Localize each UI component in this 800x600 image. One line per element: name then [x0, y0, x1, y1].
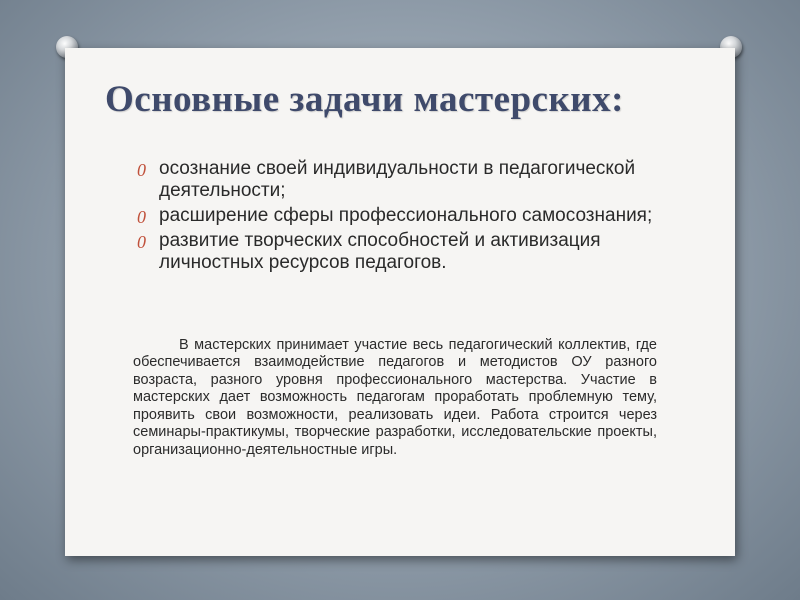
- bullet-marker-icon: 0: [137, 160, 146, 180]
- bullet-item: [137, 205, 697, 227]
- bullet-item: [137, 230, 697, 274]
- bullet-marker-icon: 0: [137, 232, 146, 252]
- bullet-list: [137, 158, 697, 277]
- bullet-text: осознание своей индивидуальности в педагогической деятельности;: [159, 158, 636, 201]
- bullet-item: [137, 158, 697, 202]
- bullet-marker-icon: 0: [137, 207, 146, 227]
- bullet-text: развитие творческих способностей и активизация личностных ресурсов педагогов.: [159, 230, 601, 273]
- bullet-text: расширение сферы профессионального самосознания;: [159, 205, 653, 226]
- slide-paper: [65, 48, 735, 556]
- body-paragraph: В мастерских принимает участие весь педагогический коллектив, где обеспечивается взаимодействие педагогов и методистов ОУ разного возраста, разного уровня профессионального мастерства. Участие в мастерских дает возможность педагогам проработать проблемную тему, проявить свои возможности, реализовать идеи. Работа строится через семинары-практикумы, творческие разработки, исследовательские проекты, организационно-деятельностные игры.: [133, 336, 657, 458]
- slide-title: Основные задачи мастерских:: [105, 79, 624, 120]
